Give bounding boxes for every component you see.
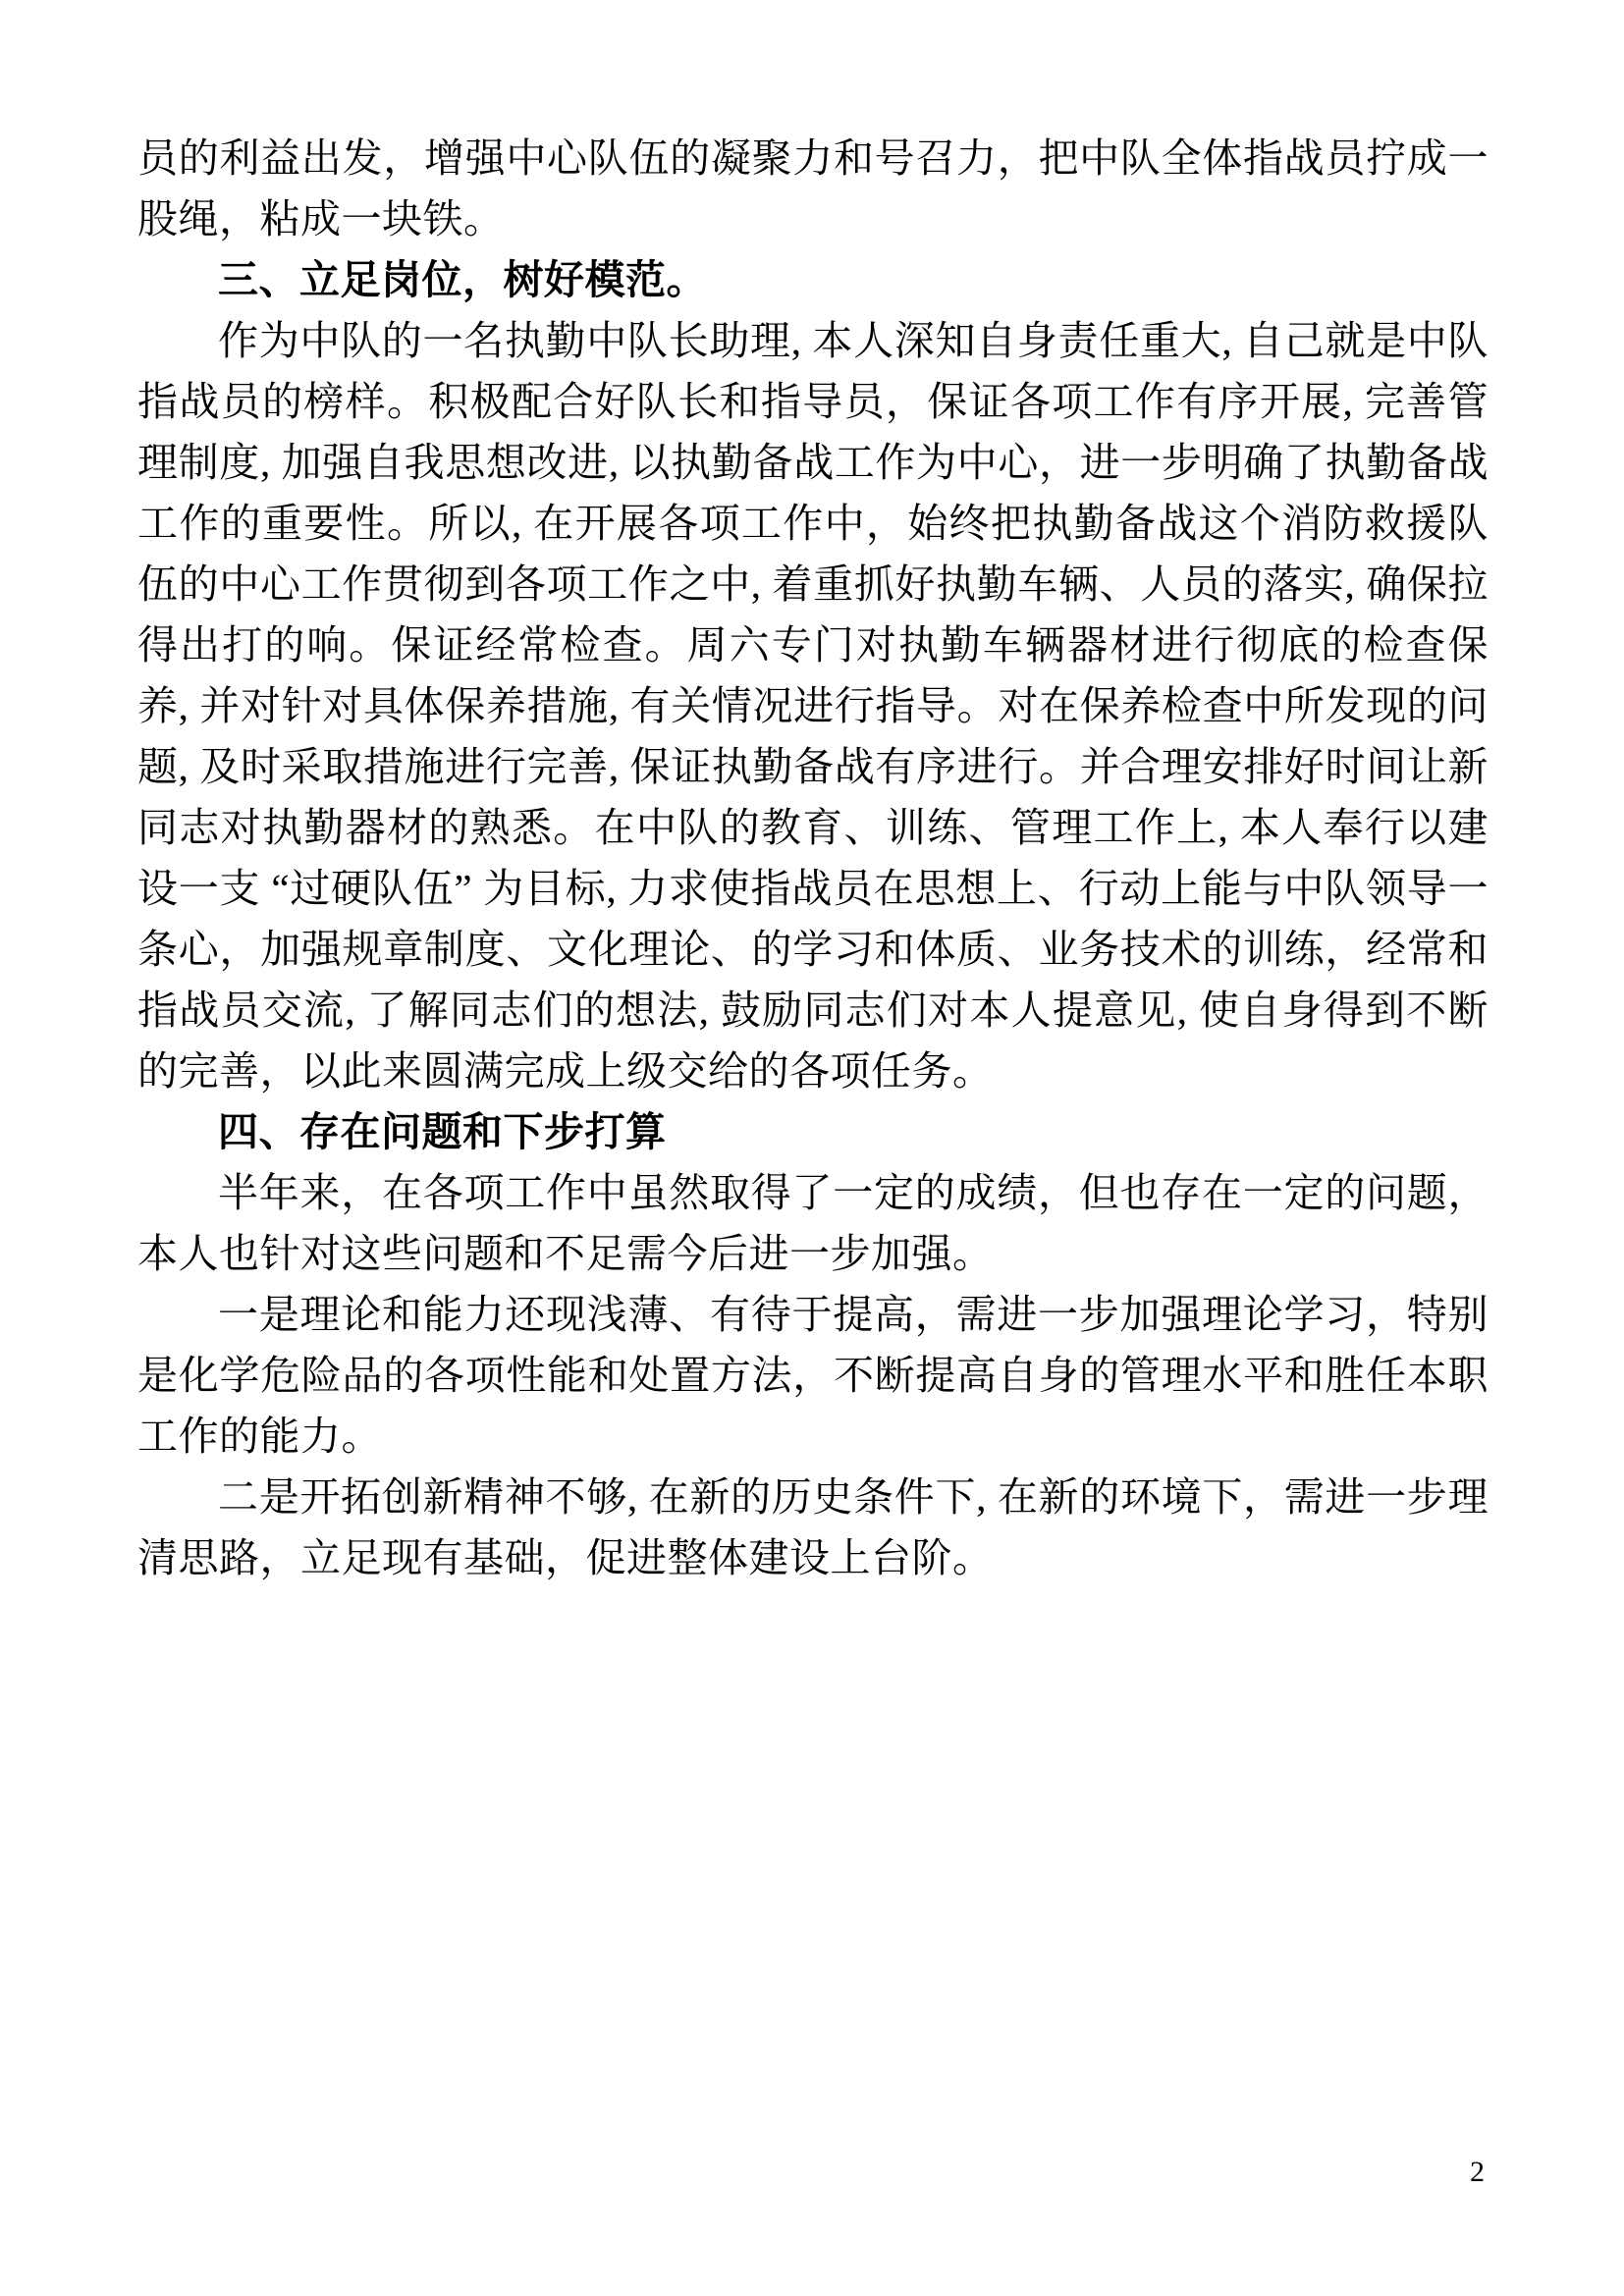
paragraph-issue-2: 二是开拓创新精神不够, 在新的历史条件下, 在新的环境下，需进一步理清思路，立足现有基础，促进整体建设上台阶。 xyxy=(137,1474,1489,1580)
paragraph-section-4-intro: 半年来，在各项工作中虽然取得了一定的成绩，但也存在一定的问题，本人也针对这些问题和不足需今后进一步加强。 xyxy=(137,1170,1489,1276)
paragraph-continuation: 员的利益出发，增强中心队伍的凝聚力和号召力，把中队全体指战员拧成一股绳，粘成一块铁。 xyxy=(137,135,1489,241)
paragraph-section-3-body: 作为中队的一名执勤中队长助理, 本人深知自身责任重大, 自己就是中队指战员的榜样。积极配合好队长和指导员，保证各项工作有序开展, 完善管理制度, 加强自我思想改进, 以执勤备战工作为中心，进一步明确了执勤备战工作的重要性。所以, 在开展各项工作中，始终把执勤备战这个消防救援队伍的中心工作贯彻到各项工作之中, 着重抓好执勤车辆、人员的落实, 确保拉得出打的响。保证经常检查。周六专门对执勤车辆器材进行彻底的检查保养, 并对针对具体保养措施, 有关情况进行指导。对在保养检查中所发现的问题, 及时采取措施进行完善, 保证执勤备战有序进行。并合理安排好时间让新同志对执勤器材的熟悉。在中队的教育、训练、管理工作上, 本人奉行以建设一支 “过硬队伍” 为目标, 力求使指战员在思想上、行动上能与中队领导一条心，加强规章制度、文化理论、的学习和体质、业务技术的训练，经常和指战员交流, 了解同志们的想法, 鼓励同志们对本人提意见, 使自身得到不断的完善，以此来圆满完成上级交给的各项任务。 xyxy=(137,318,1489,1094)
section-heading-4: 四、存在问题和下步打算 xyxy=(218,1109,667,1154)
paragraph-issue-1: 一是理论和能力还现浅薄、有待于提高，需进一步加强理论学习，特别是化学危险品的各项性能和处置方法，不断提高自身的管理水平和胜任本职工作的能力。 xyxy=(137,1292,1489,1459)
section-heading-3: 三、立足岗位，树好模范。 xyxy=(218,257,707,302)
page-number: 2 xyxy=(1470,2156,1485,2188)
document-body xyxy=(137,128,1489,1588)
